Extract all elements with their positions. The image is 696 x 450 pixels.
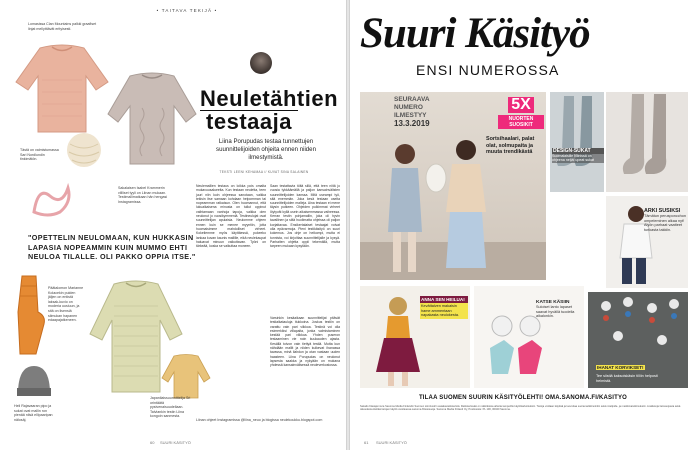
- katse-label: [536, 300, 582, 319]
- right-footer-magazine: SUURI KÄSITYÖ: [376, 440, 407, 445]
- grey-sweater-image: [104, 68, 200, 168]
- article-lead: Liina Porupudas testaa tunnettujen suunnittelijoiden ohjeita ennen niiden ilmestymistä.: [216, 138, 316, 161]
- headline-line-1: Neuletähtien: [200, 86, 339, 111]
- caption-mid-left: Tästä on valmistumassa Sari Nordlundin tinkimätön.: [20, 148, 59, 162]
- design-socks-label: [552, 148, 604, 163]
- next-issue-line2: NUMERO: [394, 104, 423, 111]
- yellow-sweater-image: [160, 352, 212, 400]
- design-socks-title: DESIGN-SUKAT: [552, 148, 604, 154]
- right-page-number: 61: [364, 440, 369, 445]
- design-socks-photo: [550, 92, 604, 192]
- earrings-text: Tee siistiä kaksoiskäsin tilliin helposti helmistä.: [596, 374, 658, 383]
- pink-yarn-image: [28, 182, 76, 218]
- katse-text: Suloiset lanto lapaset saavat hyvällä tuodella aikalonkin.: [536, 305, 575, 319]
- earrings-title: IHANAT KORVIKSET!: [597, 365, 644, 370]
- arki-title: ARKI SUSIKSI: [644, 208, 681, 214]
- grey-socks-photo: [606, 92, 688, 192]
- body-column-3: Varsinkin kesäaikaan suunnittelijat pitävät testiaikatauluja tiukkoina. Joskus testiin on varattu vain pari viikkoa. Testinä voi olla esimerkiksi villapaita, jonka valmistaminen kestää pari viikkoa. Yhden puseron testaaminen vie noin kuukauden ajasta. Kesällä toivon vain tiettyä testiä. Mutta kun nähdään mallit ja niiden kulkevat ihanassa tavassa, minä ilahdun ja otan vastaan uuden haasteen. Liina Porupudas on neulonut lapsesta saakka ja nykyään on mukana yhdessä kansainvälisessä neuleverkostossa.: [270, 316, 340, 368]
- subscribe-cta[interactable]: TILAA SUOMEN SUURIN KÄSITYÖLEHTI! OMA.SANOMA.FI/KASITYO: [418, 395, 628, 401]
- badge-small: NUORTEN SUOSIKIT: [498, 115, 544, 129]
- caption-mid-center: Sakalaisen Isabel Krammerin villliset tyyli on Liinan mukaan. Testimallimatkaan hän hengasi Instagramissa.: [118, 186, 168, 204]
- katse-title: KATSE KÄSIIN: [536, 300, 570, 305]
- pull-quote: "OPETTELIN NEULOMAAN, KUN HUKKASIN LAPASIA NOPEAMMIN KUIN MUMMO EHTI NEULOA TILALLE. OLI PAKKO OPPIA ITSE.": [28, 233, 196, 261]
- body-column-2: Saan testattavia töitä sillä, että teen niitä jo vuosia tykkäämällä ja paljon kansainvälisten suunnittelijoiden kanssa. Mitä useampi työ, sitä enemmän. Joka kesä testaan useita suunnittelijoiden malleja. Aina testaan ei mene täysin putkeen. Ohjeiden pulkimmat virheet löytyvät kyllä usein aikaisemmassa vaiheessa. Kerran testin pohjamallin, joka oli hyvin tavallinen ja siitä huolimatta ohjeissa oli paljon korjattavaa. Ensikertalaiset testaajat voivat olla epävarmoja. Pieni testikäsityö on suuri kokemus. Jos ohje on heikompi, mutta ei tunnista, voi kirjoittaa suunnittelijalle ja kysyä. Parhaiten ohjetta oppii tekemällä, mutta tarpeen mukaan kysytään.: [270, 184, 340, 249]
- anna-title: ANNA SEN HEILUA!: [420, 296, 468, 303]
- article-byline: TEKSTI LEENI KEHAMAA // KUVAT SINA SALAINEN: [219, 170, 309, 174]
- badge-big: 5X: [508, 97, 534, 113]
- peach-sweater-image: [12, 40, 112, 135]
- left-footer-magazine: SUURI KÄSITYÖ: [160, 440, 191, 445]
- arki-text: Tämätun perusponcchon ompeleminen alkaa nyt! Aiyön parhaat vaatteet tunkasta takkiin.: [644, 214, 687, 232]
- body-column-1: Neulemallien testaus on loikka pois omalta mukavuusalueelta. Kun testaan neuletta, teen juuri niin kuin ohjeessa sanotaan, vaikka tekisin itse samaan kohdaan helpomman tai nopeamman ratkaisun. Olen huomannut, että lukuaikaisena minusta on tullut oppinut vaihtamaan vanhoja tapoja, vaikka olen neulonut jo vuosikymmeniä. Testineulojat ovat suunnittelijan apulaisia. Neulomme ohjeen ennen kuin se menee myyntiin, jotta huomaisimme mahdolliset virheet. Kokeilemme myös käyttäessä, pukeeko lankaa kuvan kaunis mallille, eikä neulekaupat haluavat minuun vaikuttavan. Työni on tärkeää, koska se vaikuttaa moneen.: [196, 184, 266, 249]
- anna-label: [420, 296, 468, 319]
- left-page: [0, 0, 346, 450]
- right-page: [350, 0, 696, 450]
- next-issue-line1: SEURAAVA: [394, 96, 430, 103]
- magazine-subtitle: ENSI NUMEROSSA: [416, 62, 560, 78]
- fine-print: Sekalio Käsiajat nura Sanoma Media Finlandin Suomen toimitustrin asiakasrekisteristä. Rekisterissäsi on näkökoisia aiheita tamperille käyttötarkoituksiin. Tietoja voidaan käyttää ja luovuttaa suoramarkkinointiin sekä mielipide- ja markkinatutkimuksiin. Lisätietoja tietosuojasta sekä oikeudesta kieltää tietojen käyttö osoitteessa sanoma.fi/tietosuoja. Sanoma Media Finland Oy, Postiosoite: PL 100, 00040 Sanoma.: [360, 405, 681, 412]
- grey-hat-image: [14, 362, 54, 398]
- nuorten-badge: [498, 96, 544, 130]
- yarn-ball-image: [64, 130, 104, 170]
- earrings-label: [596, 356, 668, 383]
- caption-bottom-left-2: Heli Rajavaaran pipo ja sukat ovat mallin ron pienää nilsä ellipaaripan nälosäj.: [14, 404, 53, 422]
- caption-bottom-right: Japanilaissuunnittelija Sri orintäätä pysivenaisuudellaan. Talvlankin testin Liina kongoin sanmesta.: [150, 396, 191, 419]
- article-headline: [200, 86, 339, 134]
- left-page-number: 60: [150, 440, 155, 445]
- next-issue-date: 13.3.2019: [394, 119, 430, 128]
- anna-text: Kevättalven makaisin hame ammentaan napakasta neulokesta.: [420, 303, 468, 319]
- caption-top-left: Lomasissa Clan Mountains palkki graafiset linjat mellyittävät erityisesti.: [28, 22, 97, 31]
- footer-credit: Liinan ohjeet Instagramissa @liina_neuo ja blogissa neulekoukku.blogspot.com: [196, 418, 323, 422]
- design-socks-text: Suomalaisille Niinissä on ohjeena neljät upeat sukat: [552, 154, 604, 163]
- socks-promo-text: Sortsihaalari, palat olat, solmupaita ja muuta trendikästä: [486, 136, 535, 156]
- magazine-brand: Suuri Käsityö: [360, 10, 590, 57]
- section-label: • TAITAVA TEKIJÄ •: [156, 8, 218, 13]
- headline-line-2: testaaja: [206, 109, 292, 134]
- next-issue-line3: ILMESTYY: [394, 112, 427, 119]
- arki-label: [644, 208, 688, 232]
- author-avatar: [250, 52, 272, 74]
- caption-bottom-left-1: Päätalomon Marianne Kolacekin puiden jäljen on entistä laksak-kuvio on moderia uusiuun, ja sitä on lisensiä silmukan hapanen edaapajatkeneen.: [48, 286, 84, 323]
- next-issue-box: [394, 96, 464, 128]
